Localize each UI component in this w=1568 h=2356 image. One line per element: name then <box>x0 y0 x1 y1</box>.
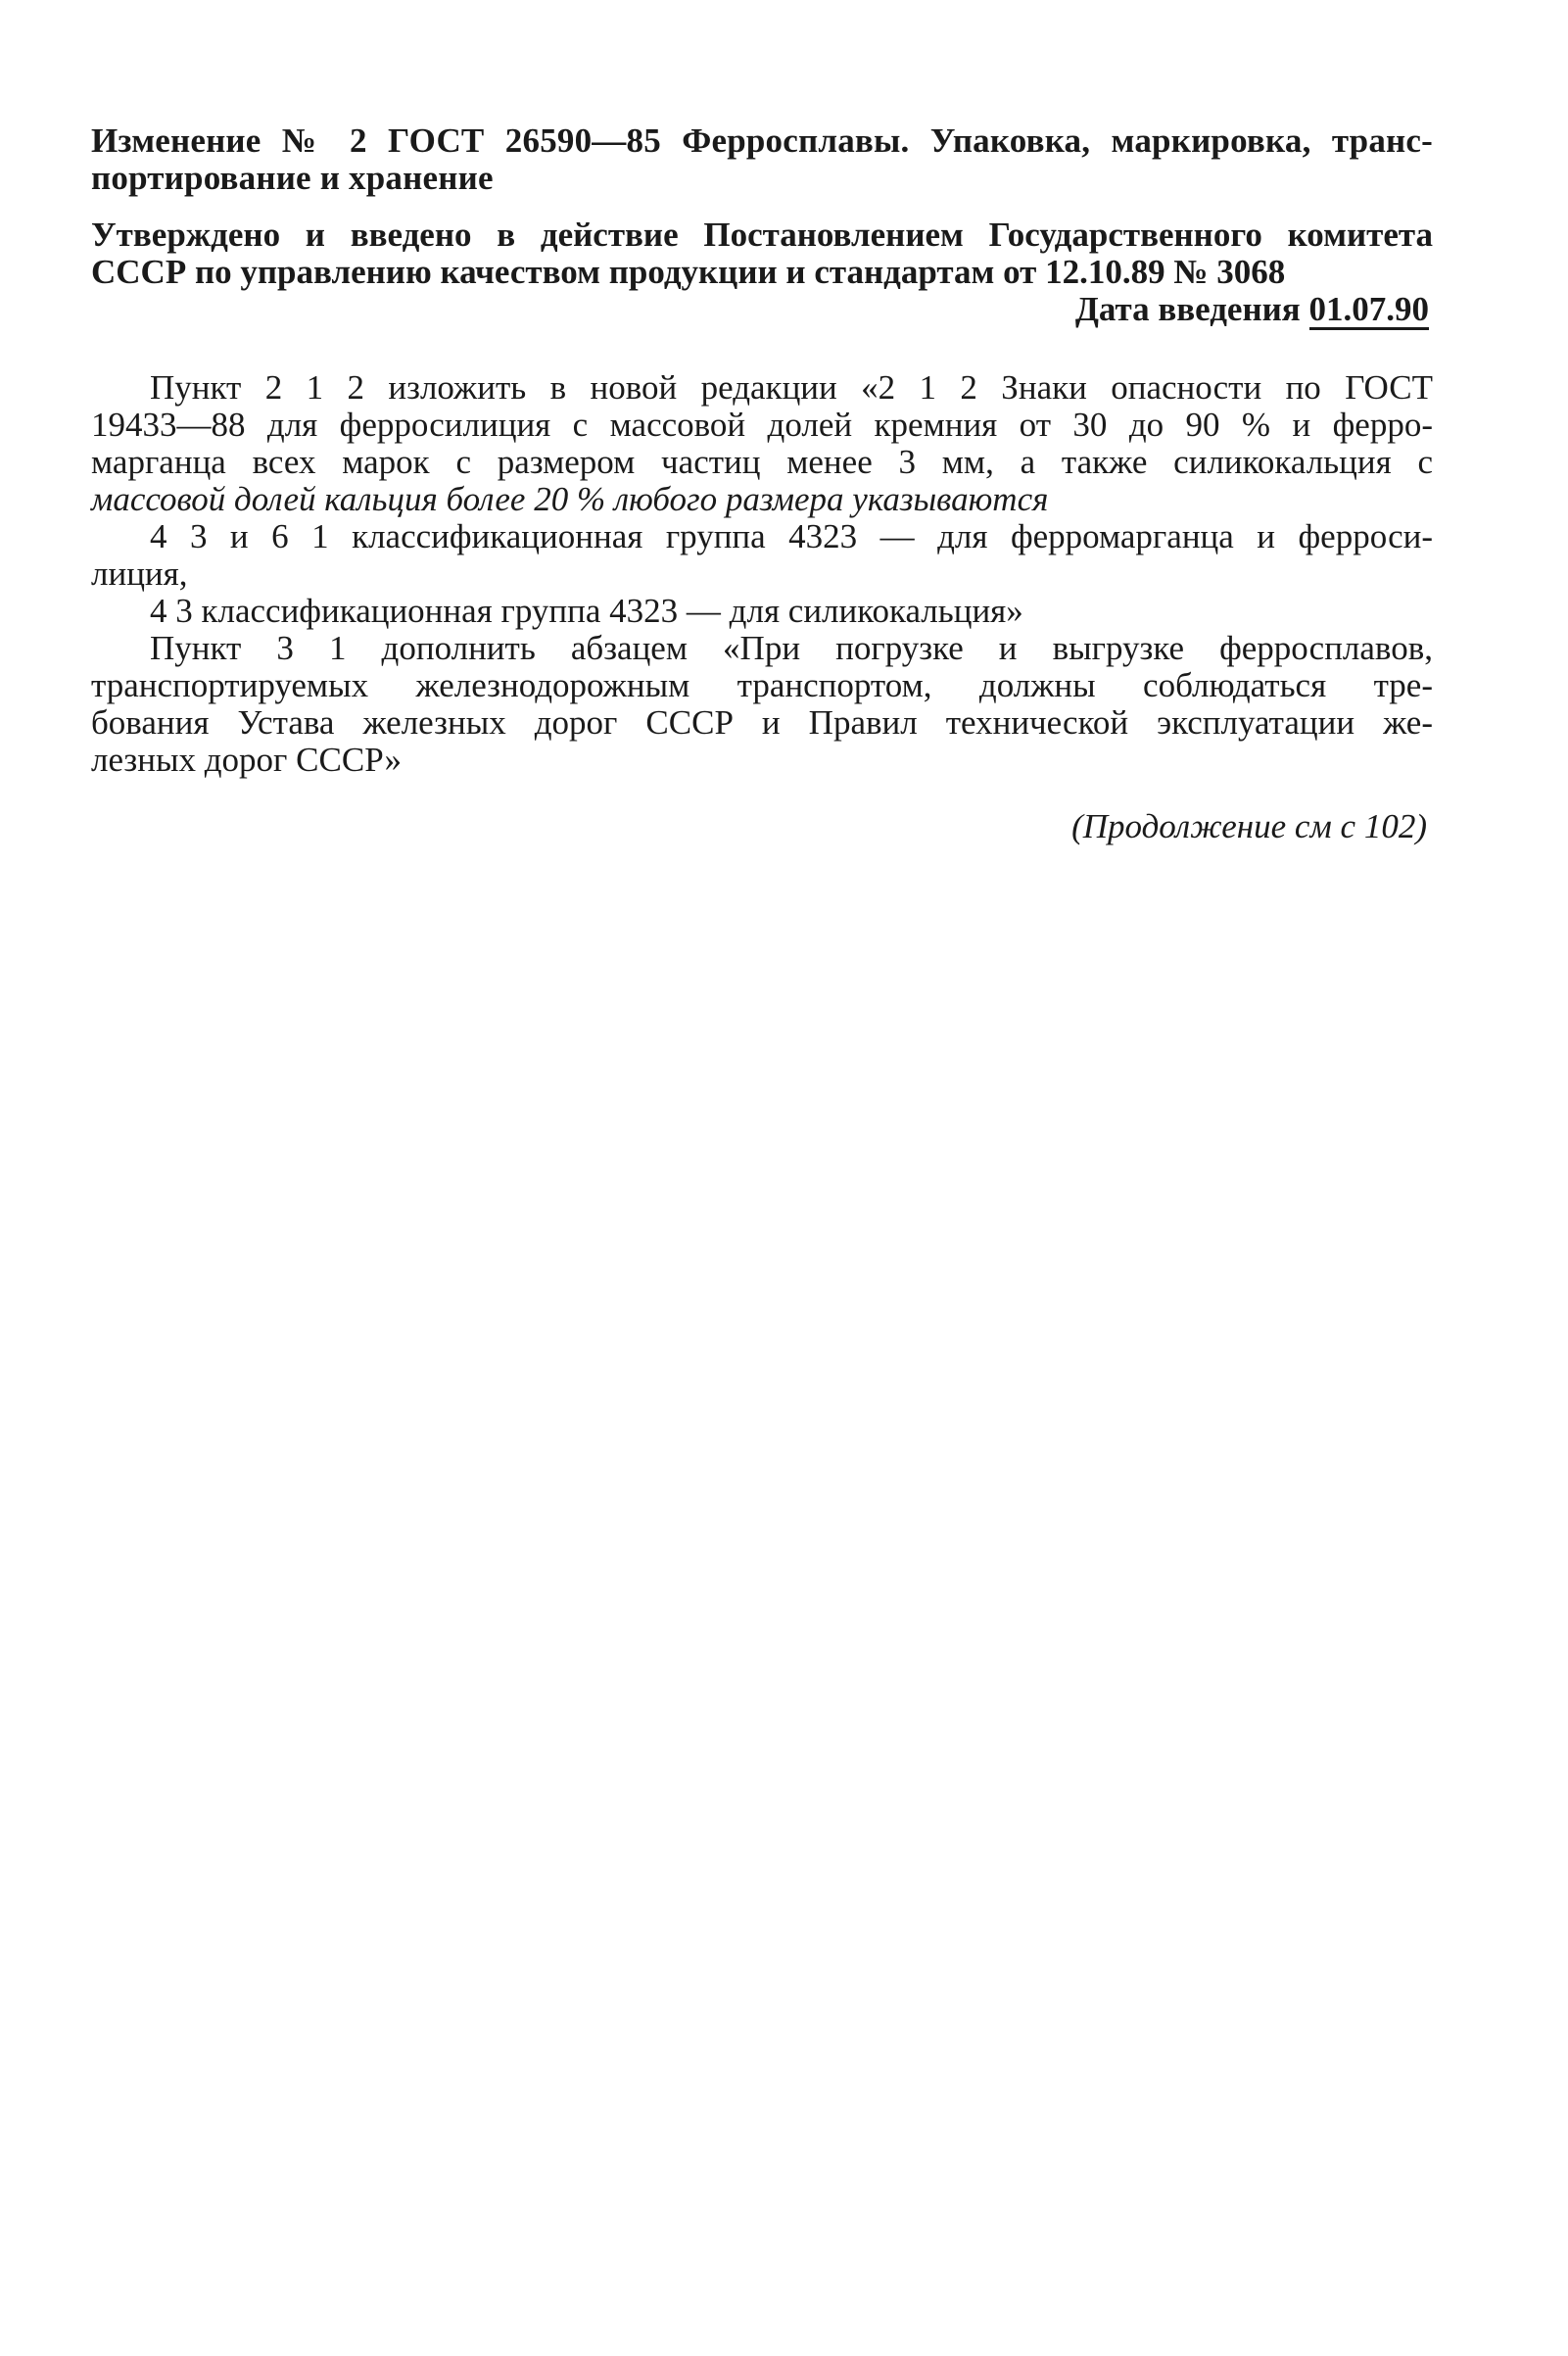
approval-statement <box>91 216 1433 330</box>
paragraph-1-line-3: марганца всех марок с размером частиц менее 3 мм, а также силикокальция с <box>91 443 1433 481</box>
paragraph-4-line-2: транспортируемых железнодорожным транспортом, должны соблюдаться тре- <box>91 666 1433 704</box>
effective-date-row <box>91 291 1429 330</box>
approval-line-1: Утверждено и введено в действие Постановлением Государственного комитета <box>91 216 1433 254</box>
paragraph-3-line-1: 4 3 классификационная группа 4323 — для силикокальция» <box>150 592 1023 630</box>
paragraph-4-line-1: Пункт 3 1 дополнить абзацем «При погрузке и выгрузке ферросплавов, <box>150 629 1433 667</box>
heading-line-2: портирование и хранение <box>91 159 494 197</box>
effective-date-label: Дата введения <box>1074 290 1309 328</box>
paragraph-1-line-4: массовой долей кальция более 20 % любого размера указываются <box>91 480 1049 518</box>
continuation-note: (Продолжение см с 102) <box>1071 807 1427 845</box>
paragraph-2-line-1: 4 3 и 6 1 классификационная группа 4323 — для ферромарганца и ферроси- <box>150 517 1433 555</box>
paragraph-1-line-2: 19433—88 для ферросилиция с массовой долей кремния от 30 до 90 % и ферро- <box>91 406 1433 444</box>
paragraph-1-line-1: Пункт 2 1 2 изложить в новой редакции «2 1 2 Знаки опасности по ГОСТ <box>150 368 1433 407</box>
heading-line-1: Изменение № 2 ГОСТ 26590—85 Ферросплавы. Упаковка, маркировка, транс- <box>91 121 1433 160</box>
paragraph-4-line-4: лезных дорог СССР» <box>91 741 403 779</box>
effective-date-value: 01.07.90 <box>1308 290 1429 328</box>
paragraph-2-line-2: лиция, <box>91 554 188 593</box>
amendment-body <box>91 369 1433 779</box>
amendment-heading <box>91 122 1433 197</box>
approval-line-2: СССР по управлению качеством продукции и стандартам от 12.10.89 № 3068 <box>91 253 1286 291</box>
paragraph-4-line-3: бования Устава железных дорог СССР и Правил технической эксплуатации же- <box>91 703 1433 742</box>
document-content <box>91 122 1433 845</box>
